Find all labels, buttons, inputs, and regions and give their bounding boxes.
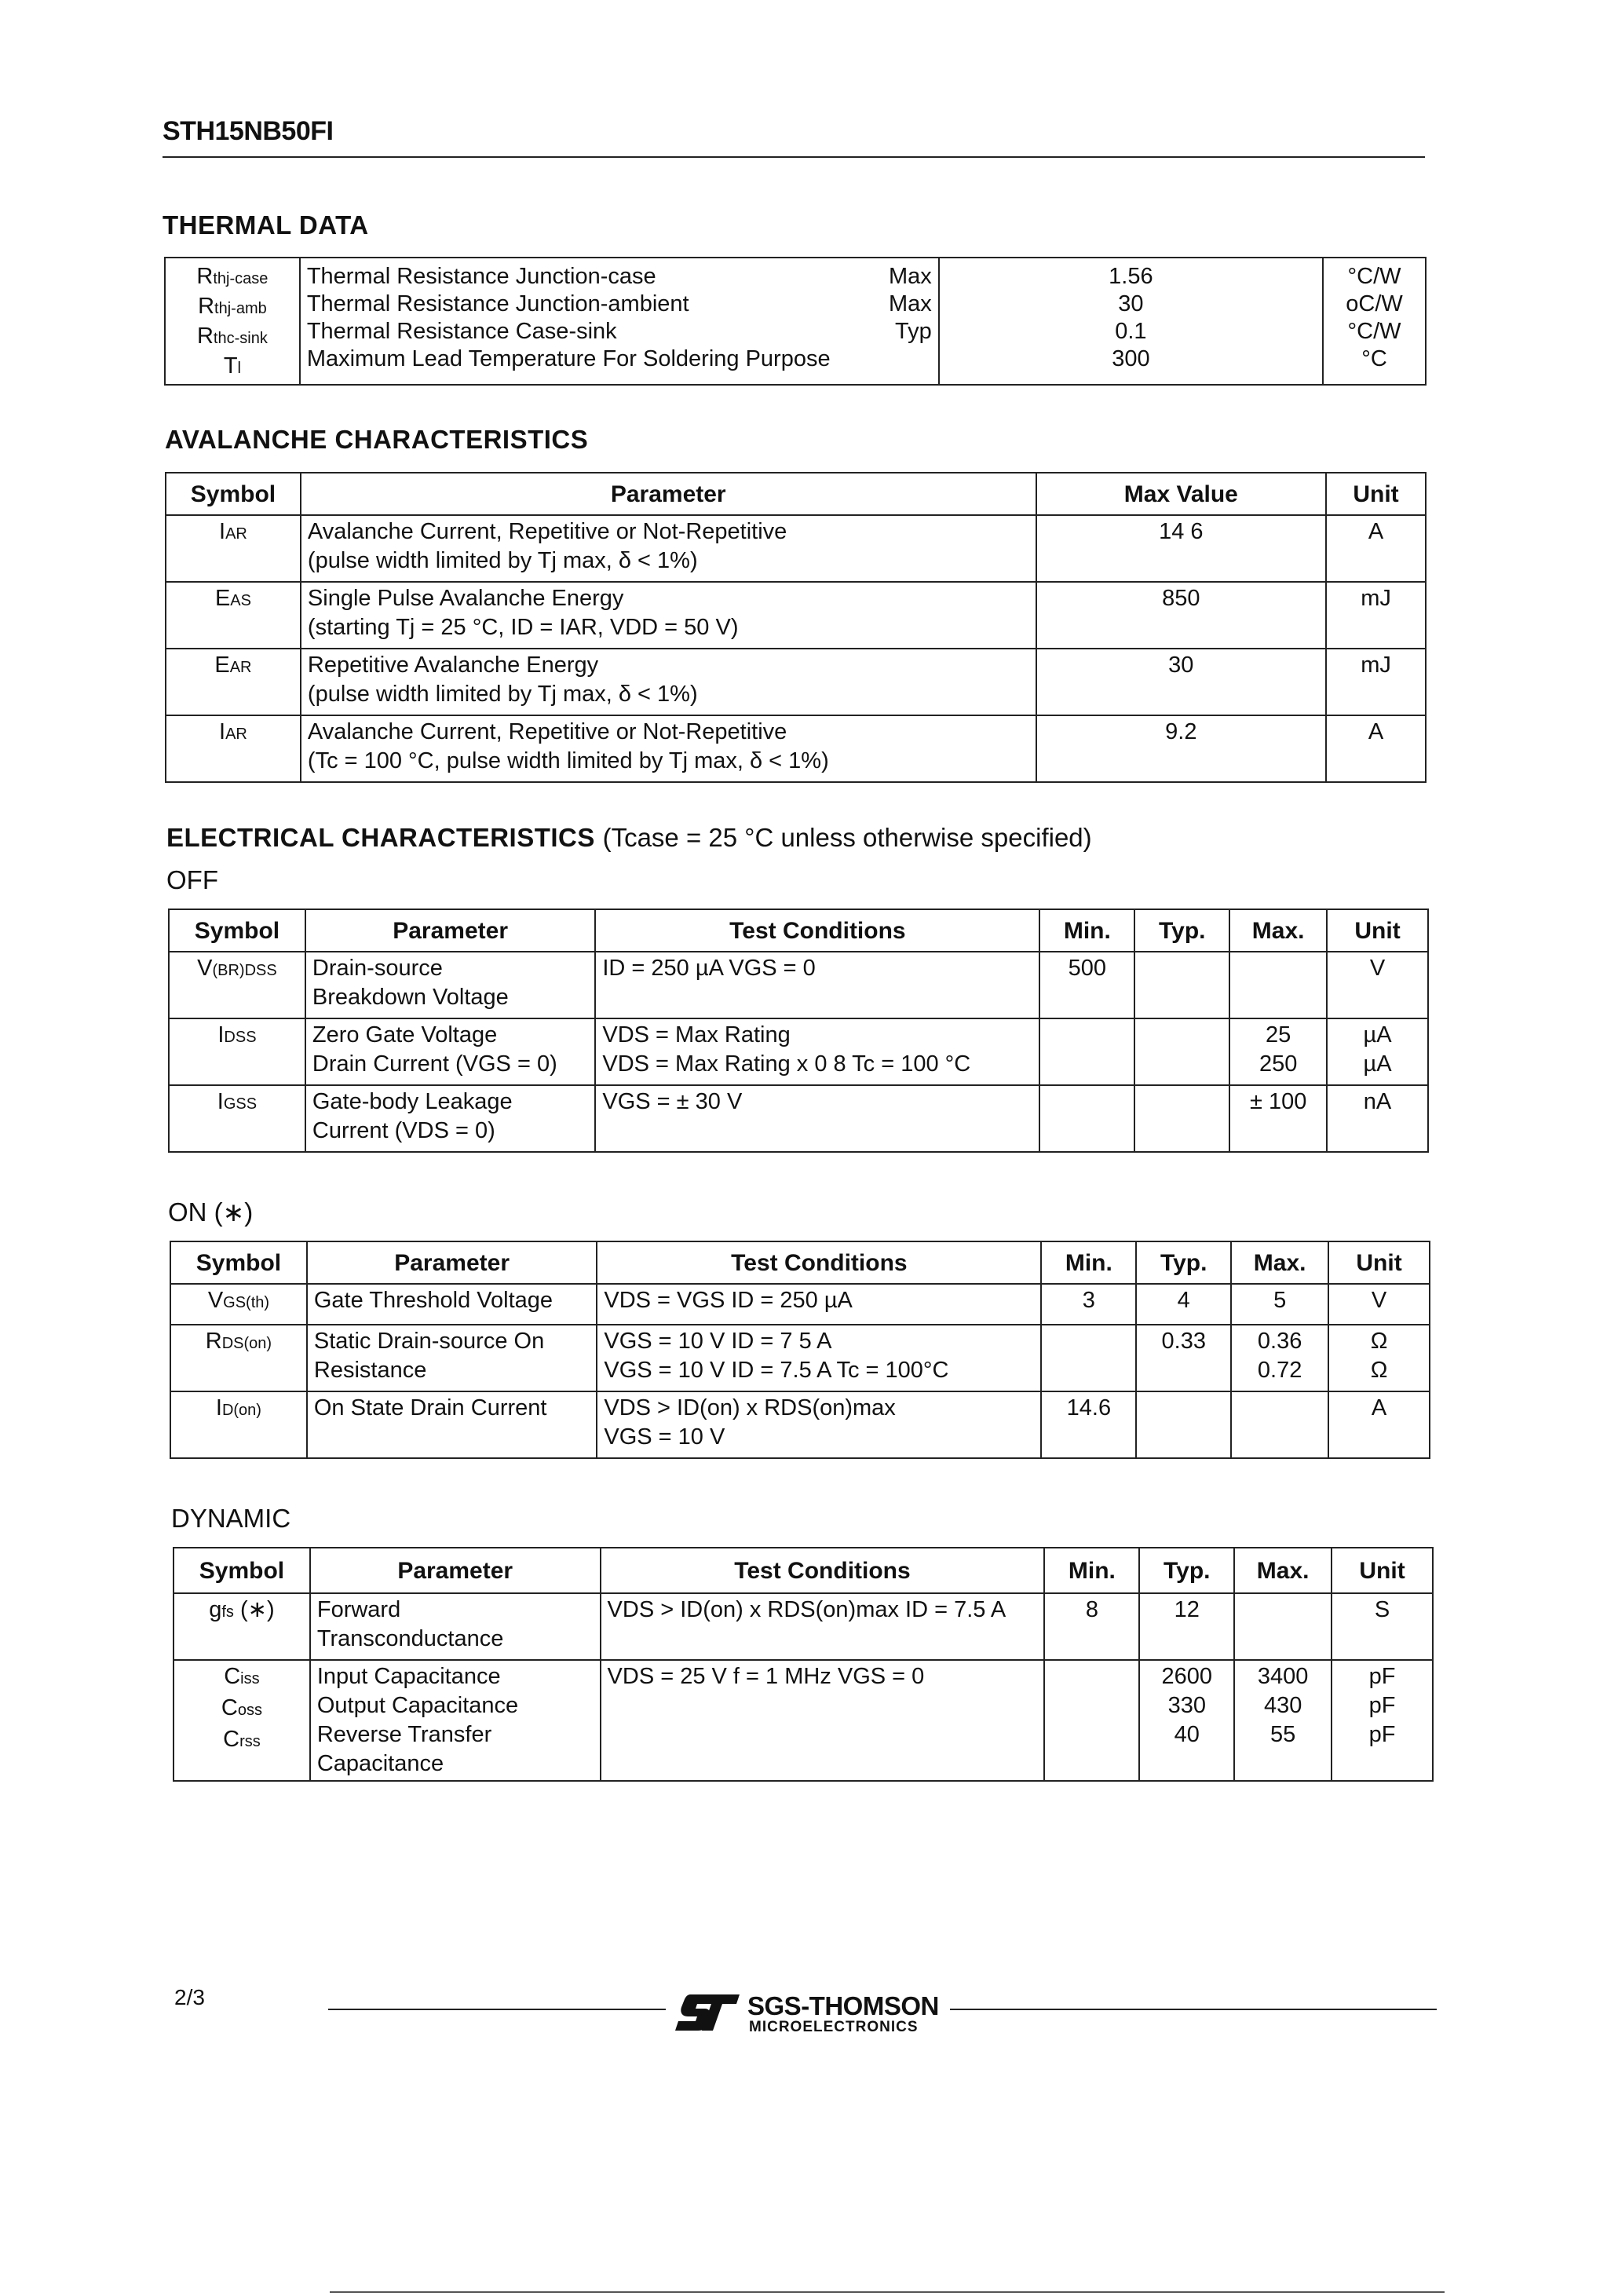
electrical-condition: (Tcase = 25 °C unless otherwise specified) bbox=[602, 823, 1092, 852]
thermal-param-3: Maximum Lead Temperature For Soldering Purpose bbox=[306, 346, 831, 371]
thermal-unit-2: °C/W bbox=[1347, 319, 1401, 344]
table-row: RDS(on) Static Drain-source On Resistance VGS = 10 V ID = 7 5 A VGS = 10 V ID = 7.5 A Tc = 100°C 0.33 0.36 0.72 Ω Ω bbox=[170, 1325, 1430, 1391]
thermal-sym-3: Tl bbox=[223, 353, 241, 378]
header-rule bbox=[163, 156, 1425, 158]
col-max-value: Max Value bbox=[1036, 473, 1327, 515]
footer-rule-left bbox=[328, 2009, 666, 2010]
part-number: STH15NB50FI bbox=[163, 116, 334, 146]
thermal-value-3: 300 bbox=[1112, 346, 1150, 371]
table-row: VGS(th) Gate Threshold Voltage VDS = VGS ID = 250 µA 3 4 5 V bbox=[170, 1284, 1430, 1325]
page-number: 2/3 bbox=[174, 1985, 205, 2009]
table-header-row: Symbol Parameter Test Conditions Min. Typ. Max. Unit bbox=[169, 909, 1428, 952]
thermal-param-0: Thermal Resistance Junction-case Max bbox=[306, 264, 932, 289]
table-row: ID(on) On State Drain Current VDS > ID(on) x RDS(on)max VGS = 10 V 14.6 A bbox=[170, 1391, 1430, 1458]
thermal-sym-0: Rthj-case bbox=[196, 264, 269, 289]
table-header-row: Symbol Parameter Test Conditions Min. Typ. Max. Unit bbox=[170, 1241, 1430, 1284]
brand-subname: MICROELECTRONICS bbox=[749, 2019, 919, 2035]
table-row: V(BR)DSS Drain-source Breakdown Voltage ID = 250 µA VGS = 0 500 V bbox=[169, 952, 1428, 1018]
col-symbol: Symbol bbox=[166, 473, 301, 515]
thermal-unit-1: oC/W bbox=[1346, 291, 1403, 316]
dynamic-table bbox=[173, 1547, 1434, 1782]
thermal-unit-0: °C/W bbox=[1347, 264, 1401, 289]
thermal-value-2: 0.1 bbox=[1115, 319, 1147, 344]
st-logo-icon bbox=[674, 1991, 741, 2038]
table-row bbox=[165, 258, 1426, 385]
thermal-value-1: 30 bbox=[1118, 291, 1144, 316]
avalanche-title: AVALANCHE CHARACTERISTICS bbox=[165, 425, 589, 454]
thermal-sym-2: Rthc-sink bbox=[196, 324, 268, 349]
footer-rule-right bbox=[950, 2009, 1437, 2010]
table-row: gfs (∗) Forward Transconductance VDS > ID(on) x RDS(on)max ID = 7.5 A 8 12 S bbox=[174, 1593, 1433, 1660]
dynamic-title: DYNAMIC bbox=[171, 1504, 291, 1533]
thermal-unit-3: °C bbox=[1361, 346, 1387, 371]
thermal-sym-1: Rthj-amb bbox=[198, 294, 267, 319]
thermal-table bbox=[164, 257, 1427, 386]
col-unit: Unit bbox=[1326, 473, 1426, 515]
table-row: IAR Avalanche Current, Repetitive or Not-Repetitive (Tc = 100 °C, pulse width limited by Tj max, δ < 1%) 9.2 A bbox=[166, 715, 1426, 782]
table-row: IGSS Gate-body Leakage Current (VDS = 0) VGS = ± 30 V ± 100 nA bbox=[169, 1085, 1428, 1152]
avalanche-table bbox=[165, 472, 1427, 783]
off-table bbox=[168, 909, 1429, 1153]
electrical-title: ELECTRICAL CHARACTERISTICS (Tcase = 25 °C unless otherwise specified) bbox=[166, 823, 1092, 852]
bottom-edge-rule bbox=[330, 2291, 1445, 2293]
thermal-value-0: 1.56 bbox=[1109, 264, 1153, 289]
thermal-param-2: Thermal Resistance Case-sink Typ bbox=[306, 319, 932, 344]
on-title: ON (∗) bbox=[168, 1197, 254, 1227]
table-row: IDSS Zero Gate Voltage Drain Current (VGS = 0) VDS = Max Rating VDS = Max Rating x 0 8 Tc = 100 °C 25 250 µA µA bbox=[169, 1018, 1428, 1085]
brand-name: SGS-THOMSON bbox=[747, 1991, 939, 2020]
table-row: Ciss Coss Crss Input Capacitance Output Capacitance Reverse Transfer Capacitance VDS = 25 V f = 1 MHz VGS = 0 2600 330 40 3400 430 55 pF pF pF bbox=[174, 1660, 1433, 1781]
table-header-row bbox=[166, 473, 1426, 515]
table-row: IAR Avalanche Current, Repetitive or Not-Repetitive (pulse width limited by Tj max, δ < 1%) 14 6 A bbox=[166, 515, 1426, 582]
table-header-row: Symbol Parameter Test Conditions Min. Typ. Max. Unit bbox=[174, 1548, 1433, 1593]
table-row: EAR Repetitive Avalanche Energy (pulse width limited by Tj max, δ < 1%) 30 mJ bbox=[166, 649, 1426, 715]
table-row: EAS Single Pulse Avalanche Energy (starting Tj = 25 °C, ID = IAR, VDD = 50 V) 850 mJ bbox=[166, 582, 1426, 649]
off-title: OFF bbox=[166, 865, 218, 894]
thermal-title: THERMAL DATA bbox=[163, 210, 369, 239]
on-table bbox=[170, 1241, 1430, 1459]
col-parameter: Parameter bbox=[301, 473, 1036, 515]
thermal-param-1: Thermal Resistance Junction-ambient Max bbox=[306, 291, 932, 316]
